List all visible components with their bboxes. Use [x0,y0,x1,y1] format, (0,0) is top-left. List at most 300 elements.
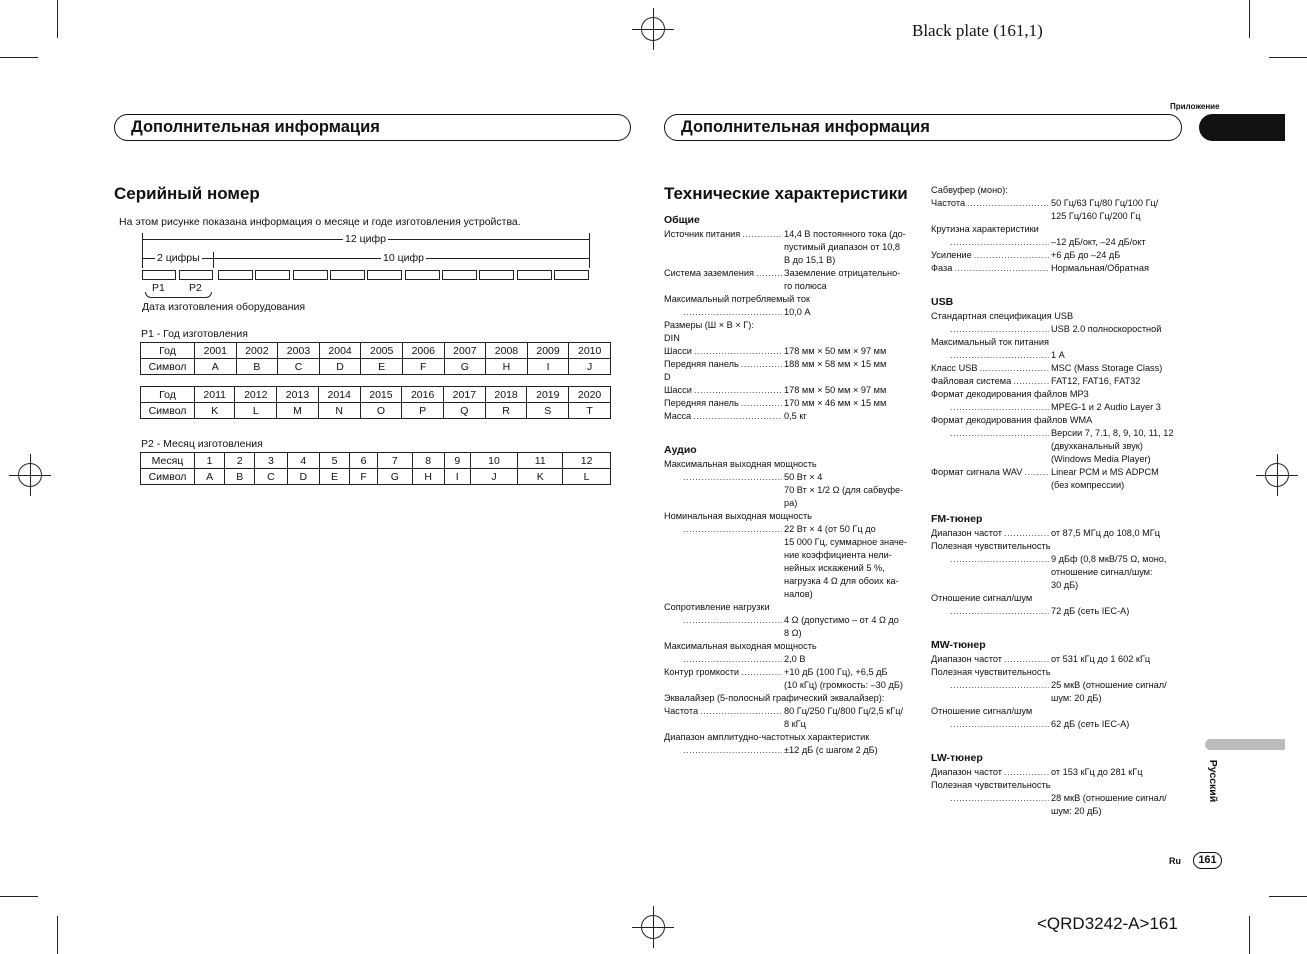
table-header-cell: Год [141,387,195,403]
spec-label: Усиление [931,250,972,260]
spec-leader [931,427,1049,440]
spec-leader [664,614,782,627]
spec-row [664,410,916,423]
spec-value: Версии 7, 7.1, 8, 9, 10, 11, 12 [1051,428,1174,438]
table-cell: 2009 [527,343,569,359]
table-cell: H [412,469,444,485]
crop-mark [0,896,38,897]
spec-leader [664,345,782,358]
spec-value: 22 Вт × 4 (от 50 Гц до [784,524,876,534]
digit-box [405,270,440,280]
spacer [931,275,1186,288]
spacer [931,618,1186,631]
left-section-banner: Дополнительная информация [114,114,631,141]
spec-row [931,527,1186,540]
spec-value: 170 мм × 46 мм × 15 мм [784,398,887,408]
ten-digit-label: 10 цифр [383,252,424,264]
spec-label: Полезная чувствительность [931,667,1051,677]
spec-row [931,553,1186,566]
section-tab-bar [1199,114,1285,141]
serial-title: Серийный номер [114,184,260,203]
spec-leader [931,349,1049,362]
spec-row [931,427,1186,440]
spacer [931,731,1186,744]
dot-leader [1002,653,1049,666]
spec-leader [931,197,1049,210]
dot-leader [681,653,782,666]
spec-heading: Общие [664,214,700,226]
dot-leader [948,349,1049,362]
spec-row [931,349,1186,362]
dot-leader [977,362,1049,375]
table-cell: 2 [225,453,255,469]
crop-mark [1249,916,1250,954]
spec-row [664,744,916,757]
dot-leader [948,605,1049,618]
spec-label: Максимальный ток питания [931,337,1049,347]
digit-box [255,270,290,280]
spec-label: Отношение сигнал/шум [931,593,1033,603]
spec-row [664,358,916,371]
spec-leader [664,666,782,679]
spec-value: 1 А [1051,350,1065,360]
spec-value: USB 2.0 полноскоростной [1051,324,1162,334]
spec-value: ние коэффициента нели- [784,550,892,560]
page-number-badge: 161 [1193,852,1222,869]
crop-mark [57,0,58,38]
spec-label: Система заземления [664,268,754,278]
crop-mark [57,916,58,954]
spec-value: +10 дБ (100 Гц), +6,5 дБ [784,667,888,677]
spec-row [664,497,916,510]
table-cell: Q [444,403,486,419]
dot-leader [740,228,782,241]
table-cell: M [277,403,319,419]
spec-row [931,605,1186,618]
spec-leader [931,553,1049,566]
dot-leader [681,744,782,757]
spec-row [931,262,1186,275]
table-cell: 2011 [195,387,235,403]
p1-label: P1 [152,282,165,294]
table-cell: 2014 [318,387,360,403]
table-cell: S [527,403,569,419]
spec-label: Номинальная выходная мощность [664,511,812,521]
digit-box [293,270,328,280]
spec-leader [664,410,782,423]
spec-row [931,792,1186,805]
spec-value: 178 мм × 50 мм × 97 мм [784,346,887,356]
spec-leader [931,653,1049,666]
table-cell: L [563,469,611,485]
spec-value: 188 мм × 58 мм × 15 мм [784,359,887,369]
table-cell: B [236,359,278,375]
spec-value: 15 000 Гц, суммарное значе- [784,537,907,547]
spec-value: 50 Гц/63 Гц/80 Гц/100 Гц/ [1051,198,1159,208]
month-table [140,452,611,485]
dot-leader [739,397,782,410]
spec-row [931,210,1186,223]
spec-label: Шасси [664,346,692,356]
dot-leader [948,323,1049,336]
spec-row [931,401,1186,414]
spec-leader [931,605,1049,618]
table-cell: 5 [319,453,349,469]
table-cell: G [378,469,413,485]
spec-value: нагрузка 4 Ω для обоих ка- [784,576,899,586]
dot-leader [691,410,782,423]
spec-label: Максимальный потребляемый ток [664,294,810,304]
spec-row [664,562,916,575]
table-cell: 2006 [402,343,444,359]
spec-leader [664,653,782,666]
table-cell: K [518,469,563,485]
table-cell: 2018 [485,387,527,403]
spec-row [931,479,1186,492]
spec-row [664,627,916,640]
spec-value: 8 Ω) [784,628,802,638]
spec-value: Linear PCM и MS ADPCM [1051,467,1159,477]
dimension-tick [142,233,143,268]
table-cell: 2001 [195,343,237,359]
table-cell: A [195,469,225,485]
spec-row [664,705,916,718]
spec-value: 72 дБ (сеть IEC-A) [1051,606,1130,616]
dot-leader [948,427,1049,440]
spec-row [664,484,916,497]
spec-label: Отношение сигнал/шум [931,706,1033,716]
table-cell: 2004 [319,343,361,359]
spec-label: Передняя панель [664,359,739,369]
spec-leader [931,236,1049,249]
specs-title: Технические характеристики [664,184,908,203]
spec-value: го полюса [784,281,827,291]
spec-row [664,471,916,484]
dimension-tick [213,252,214,268]
spec-leader [931,679,1049,692]
table-cell: I [444,469,470,485]
p1-title: P1 - Год изготовления [141,328,248,340]
spec-value: от 153 кГц до 281 кГц [1051,767,1143,777]
spec-row [664,653,916,666]
spec-value: Нормальная/Обратная [1051,263,1149,273]
digit-box [142,270,176,280]
table-cell: F [402,359,444,375]
crop-mark [0,57,38,58]
spec-label: Стандартная спецификация USB [931,311,1074,321]
spec-label: Сопротивление нагрузки [664,602,770,612]
spec-value: 8 кГц [784,719,806,729]
spec-label: Максимальная выходная мощность [664,459,817,469]
table-cell: 7 [378,453,413,469]
table-header-cell: Символ [141,403,195,419]
table-cell: O [360,403,402,419]
table-cell: 2008 [486,343,528,359]
spec-leader [931,466,1049,479]
spec-row [931,453,1186,466]
table-cell: N [318,403,360,419]
spec-value: Заземление отрицательно- [784,268,901,278]
spec-label: Источник питания [664,229,741,239]
table-cell: C [278,359,320,375]
spec-value: отношение сигнал/шум: [1051,567,1153,577]
table-cell: E [361,359,403,375]
digit-box [330,270,365,280]
spec-value: (10 кГц) (громкость: –30 дБ) [784,680,903,690]
spec-row [664,384,916,397]
spec-value: (без компрессии) [1051,480,1125,490]
spec-row [664,267,916,280]
table-cell: D [319,359,361,375]
year-table-1 [140,342,611,375]
table-cell: K [195,403,235,419]
spec-value: 178 мм × 50 мм × 97 мм [784,385,887,395]
spec-row [664,228,916,241]
table-cell: J [470,469,518,485]
spec-value: 2,0 В [784,654,806,664]
spec-row [664,549,916,562]
spec-heading: LW-тюнер [931,752,983,764]
plate-label: Black plate (161,1) [912,21,1043,40]
year-table-2 [140,386,611,419]
table-cell: R [485,403,527,419]
table-cell: 2013 [277,387,319,403]
document-code: <QRD3242-A>161 [1037,914,1178,933]
spec-value: 25 мкВ (отношение сигнал/ [1051,680,1167,690]
spec-leader [931,792,1049,805]
spec-label: DIN [664,333,680,343]
spec-value: 10,0 А [784,307,811,317]
table-cell: F [350,469,378,485]
spec-leader [664,228,782,241]
table-cell: 11 [518,453,563,469]
table-cell: 10 [470,453,518,469]
table-cell: P [402,403,444,419]
spec-value: налов) [784,589,813,599]
table-cell: G [444,359,486,375]
registration-mark-icon [641,915,665,939]
digit-box [442,270,477,280]
spec-value: (двухканальный звук) [1051,441,1143,451]
table-cell: D [287,469,319,485]
spec-value: +6 дБ до –24 дБ [1051,250,1121,260]
spec-leader [664,306,782,319]
spec-leader [931,323,1049,336]
dot-leader [681,471,782,484]
table-cell: 2010 [569,343,611,359]
spec-value: пустимый диапазон от 10,8 [784,242,900,252]
spec-row [664,679,916,692]
spec-value: 125 Гц/160 Гц/200 Гц [1051,211,1141,221]
specs-column-1 [664,206,916,757]
spec-row [664,254,916,267]
spec-row [931,692,1186,705]
specs-column-2 [931,184,1186,818]
spec-row [664,536,916,549]
spec-row [664,666,916,679]
spec-label: Эквалайзер (5-полосный графический эквалайзер): [664,693,885,703]
language-tab-label: Русский [1207,759,1219,803]
registration-mark-icon [1265,463,1289,487]
spec-label: Контур громкости [664,667,740,677]
p2-label: P2 [189,282,202,294]
table-cell: C [255,469,287,485]
crop-mark [1249,0,1250,38]
serial-intro: На этом рисунке показана информация о месяце и годе изготовления устройства. [119,216,521,228]
table-cell: 9 [444,453,470,469]
table-cell: A [195,359,237,375]
spec-row [931,766,1186,779]
spec-value: 9 дБф (0,8 мкВ/75 Ω, моно, [1051,554,1167,564]
table-cell: 3 [255,453,287,469]
dot-leader [948,679,1049,692]
table-header-cell: Символ [141,359,195,375]
spacer [664,423,916,436]
spec-heading: FM-тюнер [931,513,983,525]
spec-row [664,614,916,627]
spec-row [931,718,1186,731]
spec-leader [664,471,782,484]
table-cell: 6 [350,453,378,469]
spec-value: от 531 кГц до 1 602 кГц [1051,654,1151,664]
crop-mark [1269,57,1307,58]
spec-label: Диапазон частот [931,654,1003,664]
table-cell: 2017 [444,387,486,403]
spec-row [931,375,1186,388]
table-cell: 2002 [236,343,278,359]
two-digit-label: 2 цифры [157,252,200,264]
spec-row [664,523,916,536]
spec-leader [931,362,1049,375]
table-cell: 12 [563,453,611,469]
dot-leader [948,718,1049,731]
table-cell: 2012 [235,387,277,403]
spec-label: D [664,372,671,382]
dot-leader [739,358,782,371]
spec-row [931,249,1186,262]
spec-value: нейных искажений 5 %, [784,563,885,573]
dot-leader [948,236,1049,249]
spec-value: 62 дБ (сеть IEC-A) [1051,719,1130,729]
spec-label: Формат декодирования файлов MP3 [931,389,1089,399]
spec-value: ±12 дБ (с шагом 2 дБ) [784,745,878,755]
table-header-cell: Символ [141,469,195,485]
spec-label: Класс USB [931,363,978,373]
dot-leader [1022,466,1049,479]
spec-label: Файловая система [931,376,1012,386]
spec-row [664,280,916,293]
spec-leader [664,267,782,280]
spec-row [664,345,916,358]
dot-leader [948,401,1049,414]
page-language: Ru [1169,856,1181,866]
spec-leader [931,249,1049,262]
spec-row [931,236,1186,249]
spec-leader [931,375,1049,388]
spec-leader [931,401,1049,414]
spec-label: Формат сигнала WAV [931,467,1023,477]
table-cell: I [527,359,569,375]
spec-row [931,679,1186,692]
dot-leader [739,666,782,679]
spec-leader [664,744,782,757]
spec-label: Фаза [931,263,953,273]
spec-value: 30 дБ) [1051,580,1079,590]
spec-row [664,306,916,319]
table-cell: J [569,359,611,375]
spec-row [931,440,1186,453]
table-cell: 2019 [527,387,569,403]
spec-label: Передняя панель [664,398,739,408]
digit-box [179,270,213,280]
spec-row [664,575,916,588]
dot-leader [692,345,782,358]
spec-label: Частота [931,198,966,208]
spec-value: (Windows Media Player) [1051,454,1151,464]
table-header-cell: Месяц [141,453,195,469]
spec-leader [664,523,782,536]
spec-row [931,362,1186,375]
spec-row [664,397,916,410]
table-cell: H [486,359,528,375]
spec-row [931,579,1186,592]
spec-value: В до 15,1 В) [784,255,836,265]
spec-row [931,323,1186,336]
spec-value: шум: 20 дБ) [1051,693,1102,703]
spec-label: Частота [664,706,699,716]
table-cell: 8 [412,453,444,469]
spec-row [931,197,1186,210]
spec-value: 0,5 кг [784,411,807,421]
table-cell: B [225,469,255,485]
digit-box [479,270,514,280]
dot-leader [948,792,1049,805]
table-cell: 2020 [569,387,611,403]
spec-label: Формат декодирования файлов WMA [931,415,1093,425]
spec-value: FAT12, FAT16, FAT32 [1051,376,1141,386]
spec-value: 80 Гц/250 Гц/800 Гц/2,5 кГц/ [784,706,904,716]
digit-box [554,270,589,280]
spec-label: Размеры (Ш × В × Г): [664,320,754,330]
p2-title: P2 - Месяц изготовления [141,438,263,450]
dot-leader [698,705,782,718]
digit-box [367,270,402,280]
spec-label: Диапазон частот [931,767,1003,777]
dimension-tick [589,233,590,268]
spec-value: MSC (Mass Storage Class) [1051,363,1163,373]
spec-leader [664,705,782,718]
dot-leader [754,267,782,280]
spec-heading: MW-тюнер [931,639,986,651]
dot-leader [681,523,782,536]
p-brace [145,292,212,298]
spec-row [664,241,916,254]
table-cell: 2016 [402,387,444,403]
spec-leader [664,397,782,410]
spec-value: 50 Вт × 4 [784,472,823,482]
table-cell: L [235,403,277,419]
table-cell: 2005 [361,343,403,359]
dot-leader [952,262,1049,275]
spec-label: Диапазон частот [931,528,1003,538]
spec-label: Сабвуфер (моно): [931,185,1008,195]
table-cell: 1 [195,453,225,469]
spec-leader [664,384,782,397]
spec-value: 4 Ω (допустимо – от 4 Ω до [784,615,899,625]
dot-leader [1002,527,1049,540]
dot-leader [681,306,782,319]
spec-row [931,466,1186,479]
